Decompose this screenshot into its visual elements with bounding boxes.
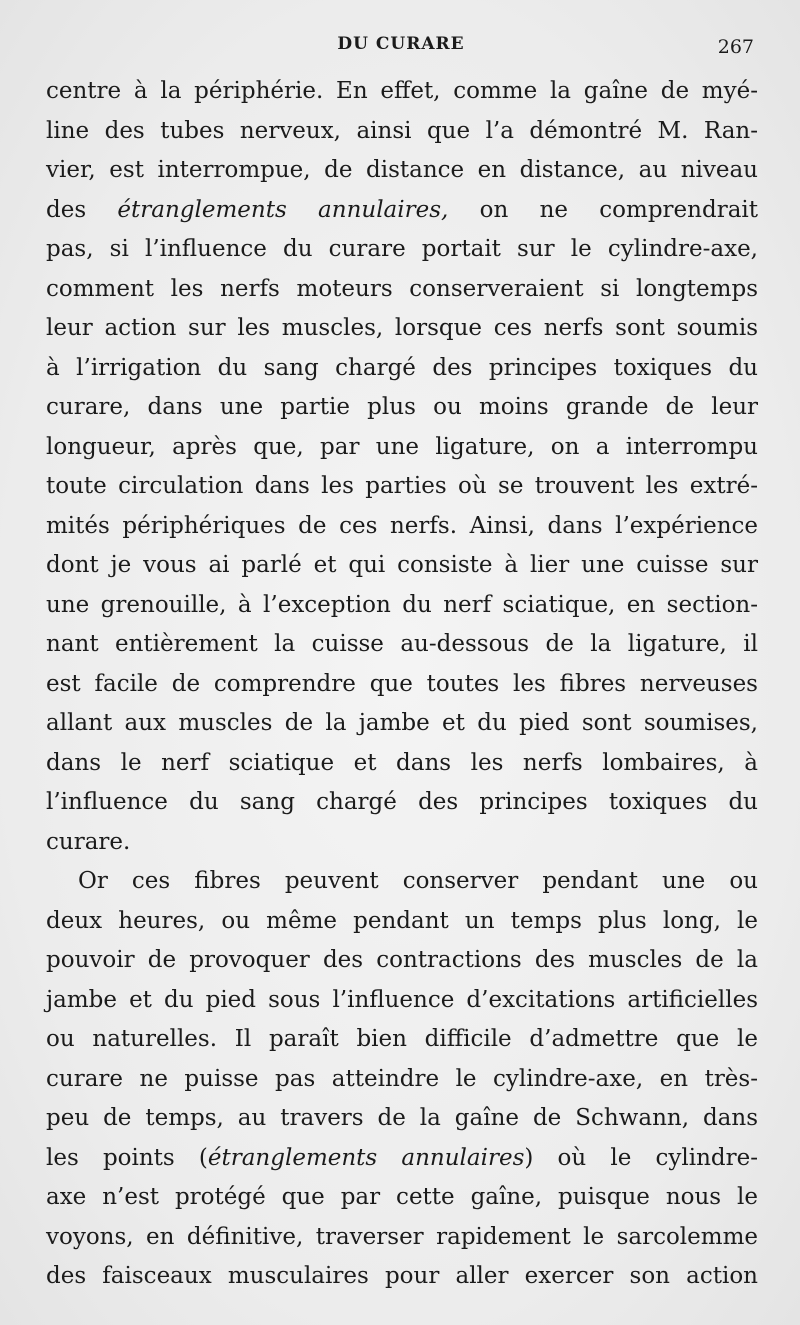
text-line: voyons, en définitive, traverser rapidement le sarcolemme xyxy=(46,1223,758,1250)
text-segment: des xyxy=(46,196,118,223)
text-line: jambe et du pied sous l’influence d’excitations artificielles xyxy=(46,986,758,1013)
running-title: DU CURARE xyxy=(337,34,465,54)
text-segment: ) où le cylindre- xyxy=(524,1144,758,1171)
text-line: curare, dans une partie plus ou moins grande de leur xyxy=(46,394,758,420)
text-line: curare. xyxy=(46,828,131,855)
text-line: line des tubes nerveux, ainsi que l’a démontré M. Ran- xyxy=(46,117,758,144)
text-line: est facile de comprendre que toutes les fibres nerveuses xyxy=(46,670,758,697)
text-line: toute circulation dans les parties où se trouvent les extré- xyxy=(46,473,758,499)
text-line: une grenouille, à l’exception du nerf sciatique, en section- xyxy=(46,591,758,618)
text-line: mités périphériques de ces nerfs. Ainsi, dans l’expérience xyxy=(46,512,758,539)
text-line: dans le nerf sciatique et dans les nerfs lombaires, à xyxy=(46,749,758,776)
text-line: allant aux muscles de la jambe et du pied sont soumises, xyxy=(46,710,758,736)
page-header xyxy=(48,34,754,58)
text-line: curare ne puisse pas atteindre le cylindre-axe, en très- xyxy=(46,1065,758,1092)
body-text xyxy=(46,72,758,1297)
text-line: deux heures, ou même pendant un temps plus long, le xyxy=(46,907,758,934)
text-line: pouvoir de provoquer des contractions des muscles de la xyxy=(46,947,758,973)
text-line: pas, si l’influence du curare portait sur le cylindre-axe, xyxy=(46,236,758,262)
text-line: à l’irrigation du sang chargé des principes toxiques du xyxy=(46,354,758,381)
text-line: dont je vous ai parlé et qui consiste à lier une cuisse sur xyxy=(46,552,758,578)
text-line: l’influence du sang chargé des principes toxiques du xyxy=(46,789,758,815)
text-line: ou naturelles. Il paraît bien difficile d’admettre que le xyxy=(46,1026,758,1052)
text-line: longueur, après que, par une ligature, on a interrompu xyxy=(46,433,758,460)
italic-term: étranglements annulaires, xyxy=(117,196,449,223)
text-line: centre à la périphérie. En effet, comme la gaîne de myé- xyxy=(46,78,758,104)
text-line: Or ces fibres peuvent conserver pendant une ou xyxy=(78,868,758,894)
text-line: leur action sur les muscles, lorsque ces nerfs sont soumis xyxy=(46,315,758,341)
text-line xyxy=(46,191,758,231)
text-line: nant entièrement la cuisse au-dessous de la ligature, il xyxy=(46,631,758,657)
text-line: comment les nerfs moteurs conserveraient si longtemps xyxy=(46,275,758,302)
page-number: 267 xyxy=(717,36,754,58)
text-line: axe n’est protégé que par cette gaîne, puisque nous le xyxy=(46,1184,758,1210)
text-segment: les points ( xyxy=(46,1144,208,1171)
italic-term: étranglements annulaires xyxy=(207,1144,525,1171)
text-line: vier, est interrompue, de distance en distance, au niveau xyxy=(46,157,758,183)
text-line: peu de temps, au travers de la gaîne de Schwann, dans xyxy=(46,1105,758,1131)
text-line xyxy=(46,1139,758,1179)
text-segment: on ne comprendrait xyxy=(448,196,759,223)
text-line: des faisceaux musculaires pour aller exercer son action xyxy=(46,1263,758,1289)
